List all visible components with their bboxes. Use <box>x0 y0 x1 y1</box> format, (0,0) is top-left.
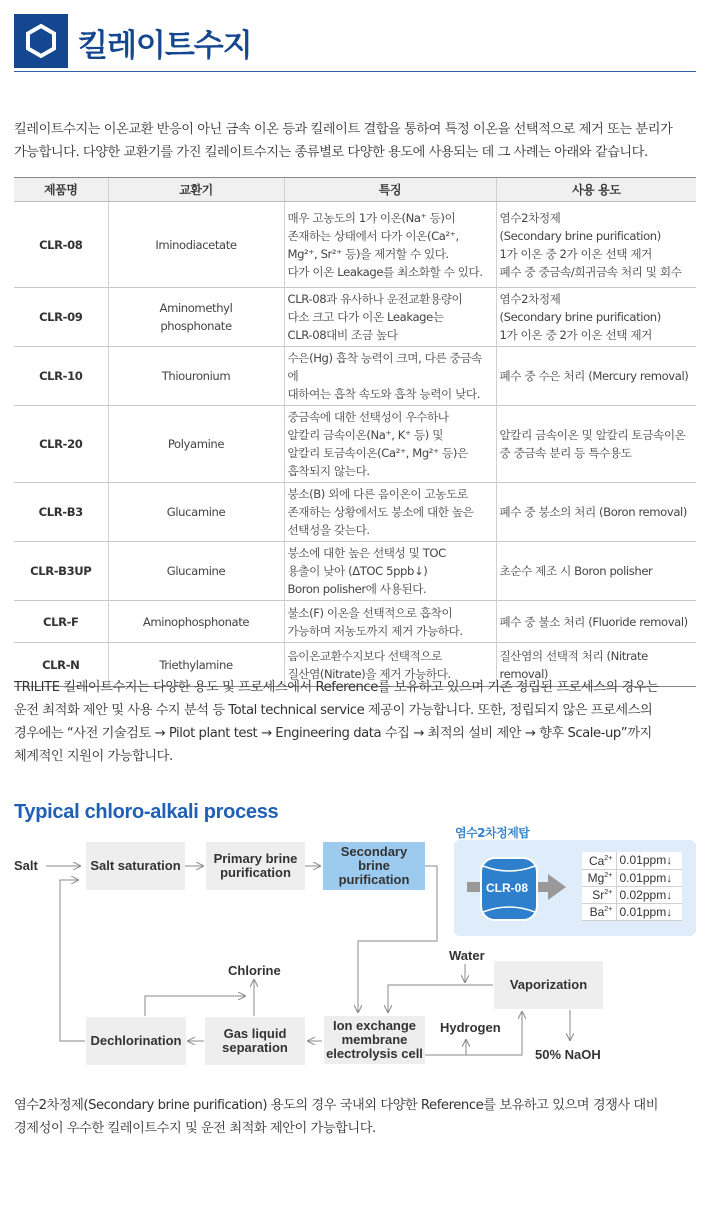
use-line: (Secondary brine purification) <box>499 310 661 324</box>
salt-label: Salt <box>14 858 38 873</box>
primary-brine-box <box>206 842 305 890</box>
use-line: 중 중금속 분리 등 특수용도 <box>499 446 632 460</box>
feature-line: 알칼리 금속이온(Na⁺, K⁺ 등) 및 <box>287 428 443 442</box>
chlorine-label: Chlorine <box>228 963 281 978</box>
group-line: Thiouronium <box>161 369 231 383</box>
feature-line: 존재하는 상태에서 다가 이온(Ca²⁺, <box>287 228 459 243</box>
use-line: 알칼리 금속이온 및 알칼리 토금속이온 <box>499 428 686 442</box>
feature-line: 선택성을 갖는다. <box>287 523 370 537</box>
process-title: Typical chloro-alkali process <box>14 801 279 823</box>
feature-line: 중금속에 대한 선택성이 우수하나 <box>287 410 449 424</box>
feature-line: 음이온교환수지보다 선택적으로 <box>287 648 442 663</box>
salt-saturation-box <box>86 842 185 890</box>
feature-line: 다가 이온 Leakage를 최소화할 수 있다. <box>287 264 483 279</box>
ion-value: 0.01ppm↓ <box>616 852 682 869</box>
product-name: CLR-09 <box>14 288 108 347</box>
ion-charge: 2+ <box>604 904 613 913</box>
box-label: Salt saturation <box>90 858 181 873</box>
ion-symbol: Ca <box>588 853 605 868</box>
vaporization-box <box>494 961 603 1009</box>
intro-line: 가능합니다. 다양한 교환기를 가진 킬레이트수지는 종류별로 다양한 용도에 사용되는 데 그 사례는 아래와 같습니다. <box>14 145 648 160</box>
gas-liquid-box <box>205 1017 305 1065</box>
box-label: Gas liquid <box>223 1026 287 1041</box>
panel-title: 염수2차정제탑 <box>455 826 530 840</box>
water-label: Water <box>449 948 485 963</box>
product-name: CLR-B3 <box>14 483 108 542</box>
group-line: Aminomethyl <box>159 301 233 315</box>
product-name: CLR-20 <box>14 406 108 483</box>
feature-line: 불소(F) 이온을 선택적으로 흡착이 <box>287 605 453 620</box>
feature-line: 존재하는 상황에서도 붕소에 대한 높은 <box>287 505 474 519</box>
ion-symbol: Ba <box>589 905 605 919</box>
box-label: Secondary <box>340 844 408 859</box>
ion-symbol: Sr <box>592 888 605 902</box>
feature-line: 가능하며 저농도까지 제거 가능하다. <box>287 623 463 638</box>
box-label: Ion exchange <box>332 1018 417 1033</box>
feature-line: 알칼리 토금속이온(Ca²⁺, Mg²⁺ 등)은 <box>287 446 468 460</box>
use-line: 폐수 중 중금속/희귀금속 처리 및 회수 <box>499 264 682 279</box>
ion-charge: 2+ <box>604 870 613 879</box>
feature-line: 다소 크고 다가 이온 Leakage는 <box>287 310 444 324</box>
use-line: 1가 이온 중 2가 이온 선택 제거 <box>499 246 652 261</box>
page-title: 킬레이트수지 <box>78 28 252 64</box>
box-label: purification <box>220 865 291 880</box>
feature-line: 붕소(B) 외에 다른 음이온이 고농도로 <box>287 487 468 501</box>
feature-line: 매우 고농도의 1가 이온(Na⁺ 등)이 <box>287 210 456 225</box>
ion-cell <box>582 903 616 920</box>
closing-paragraph <box>14 1094 696 1140</box>
use-line: 폐수 중 수은 처리 (Mercury removal) <box>499 369 689 383</box>
ion-row <box>582 869 682 886</box>
header-group: 교환기 <box>108 178 284 202</box>
feature-line: 질산염(Nitrate)을 제거 가능하다. <box>287 666 451 681</box>
paragraph-line: 경제성이 우수한 킬레이트수지 및 운전 최적화 제안이 가능합니다. <box>14 1121 376 1136</box>
header-uses: 사용 용도 <box>496 178 696 202</box>
group-line: Triethylamine <box>159 657 233 672</box>
ion-row <box>582 903 682 920</box>
product-name: CLR-B3UP <box>14 542 108 601</box>
group-line: Aminophosphonate <box>142 614 250 629</box>
use-line: 1가 이온 중 2가 이온 선택 제거 <box>499 328 652 342</box>
ion-charge: 2+ <box>604 887 613 896</box>
feature-line: CLR-08과 유사하나 운전교환용량이 <box>287 292 463 306</box>
ion-cell <box>582 852 616 869</box>
ion-exchange-box <box>324 1016 425 1064</box>
ion-cell <box>582 869 616 886</box>
ion-spec-table <box>582 852 682 921</box>
secondary-brine-box <box>323 842 425 890</box>
intro-line: 킬레이트수지는 이온교환 반응이 아닌 금속 이온 등과 킬레이트 결합을 통하여 특정 이온을 선택적으로 제거 또는 분리가 <box>14 122 673 137</box>
group-line: Polyamine <box>167 437 225 451</box>
box-label: separation <box>222 1040 288 1055</box>
product-name: CLR-10 <box>14 347 108 406</box>
paragraph-line: TRILITE 킬레이트수지는 다양한 용도 및 프로세스에서 Reference를 보유하고 있으며 기존 정립된 프로세스의 경우는 <box>14 680 659 695</box>
ion-symbol: Mg <box>587 871 605 885</box>
box-label: electrolysis cell <box>326 1046 423 1061</box>
group-line: Glucamine <box>166 564 226 578</box>
use-line: 질산염의 선택적 처리 (Nitrate removal) <box>499 648 648 681</box>
use-line: 초순수 제조 시 Boron polisher <box>499 564 653 578</box>
naoh-label: 50% NaOH <box>535 1047 601 1062</box>
feature-line: 붕소에 대한 높은 선택성 및 TOC <box>287 546 446 560</box>
feature-line: 수은(Hg) 흡착 능력이 크며, 다른 중금속에 <box>287 351 482 383</box>
paragraph-line: 염수2차정제(Secondary brine purification) 용도의 경우 국내외 다양한 Reference를 보유하고 있으며 경쟁사 대비 <box>14 1098 659 1113</box>
group-line: Glucamine <box>166 505 226 519</box>
ion-charge: 2+ <box>604 852 613 862</box>
dechlorination-box <box>86 1017 186 1065</box>
column-label: CLR-08 <box>486 881 529 895</box>
use-line: 염수2차정제 <box>499 210 561 225</box>
ion-value: 0.02ppm↓ <box>616 886 682 903</box>
product-name: CLR-F <box>14 601 108 643</box>
group-line: phosphonate <box>160 319 232 333</box>
box-label: purification <box>338 872 410 887</box>
feature-line: CLR-08대비 조금 높다 <box>287 328 398 342</box>
group-line: Iminodiacetate <box>155 237 237 252</box>
feature-line: 용출이 낮아 (ΔTOC 5ppb↓) <box>287 564 428 578</box>
feature-line: 대하여는 흡착 속도와 흡착 능력이 낮다. <box>287 387 481 401</box>
feature-line: 흡착되지 않는다. <box>287 464 370 478</box>
paragraph-line: 운전 최적화 제안 및 사용 수지 분석 등 Total technical service 제공이 가능합니다. 또한, 정립되지 않은 프로세스의 <box>14 703 653 718</box>
use-line: 염수2차정제 <box>499 292 561 306</box>
feature-line: Boron polisher에 사용된다. <box>287 582 427 596</box>
use-line: 폐수 중 붕소의 처리 (Boron removal) <box>499 505 687 519</box>
feature-line: Mg²⁺, Sr²⁺ 등)을 제거할 수 있다. <box>287 246 449 261</box>
use-line: 폐수 중 불소 처리 (Fluoride removal) <box>499 614 688 629</box>
header-product: 제품명 <box>14 178 108 202</box>
ion-row <box>582 852 682 869</box>
paragraph-line: 체계적인 지원이 가능합니다. <box>14 749 173 764</box>
ion-row <box>582 886 682 903</box>
paragraph-line: 경우에는 “사전 기술검토 → Pilot plant test → Engineering data 수집 → 최적의 설비 제안 → 향후 Scale-up”까지 <box>14 726 652 741</box>
product-name: CLR-08 <box>14 202 108 288</box>
box-label: Vaporization <box>509 977 588 992</box>
hydrogen-label: Hydrogen <box>440 1020 501 1035</box>
box-label: Dechlorination <box>90 1033 182 1048</box>
ion-cell <box>582 886 616 903</box>
box-label: membrane <box>341 1032 408 1047</box>
box-label: Primary brine <box>213 851 298 866</box>
product-name: CLR-N <box>14 643 108 687</box>
ion-value: 0.01ppm↓ <box>616 903 682 920</box>
use-line: (Secondary brine purification) <box>499 228 661 243</box>
box-label: brine <box>358 858 390 873</box>
ion-value: 0.01ppm↓ <box>616 869 682 886</box>
header-features: 특징 <box>284 178 496 202</box>
